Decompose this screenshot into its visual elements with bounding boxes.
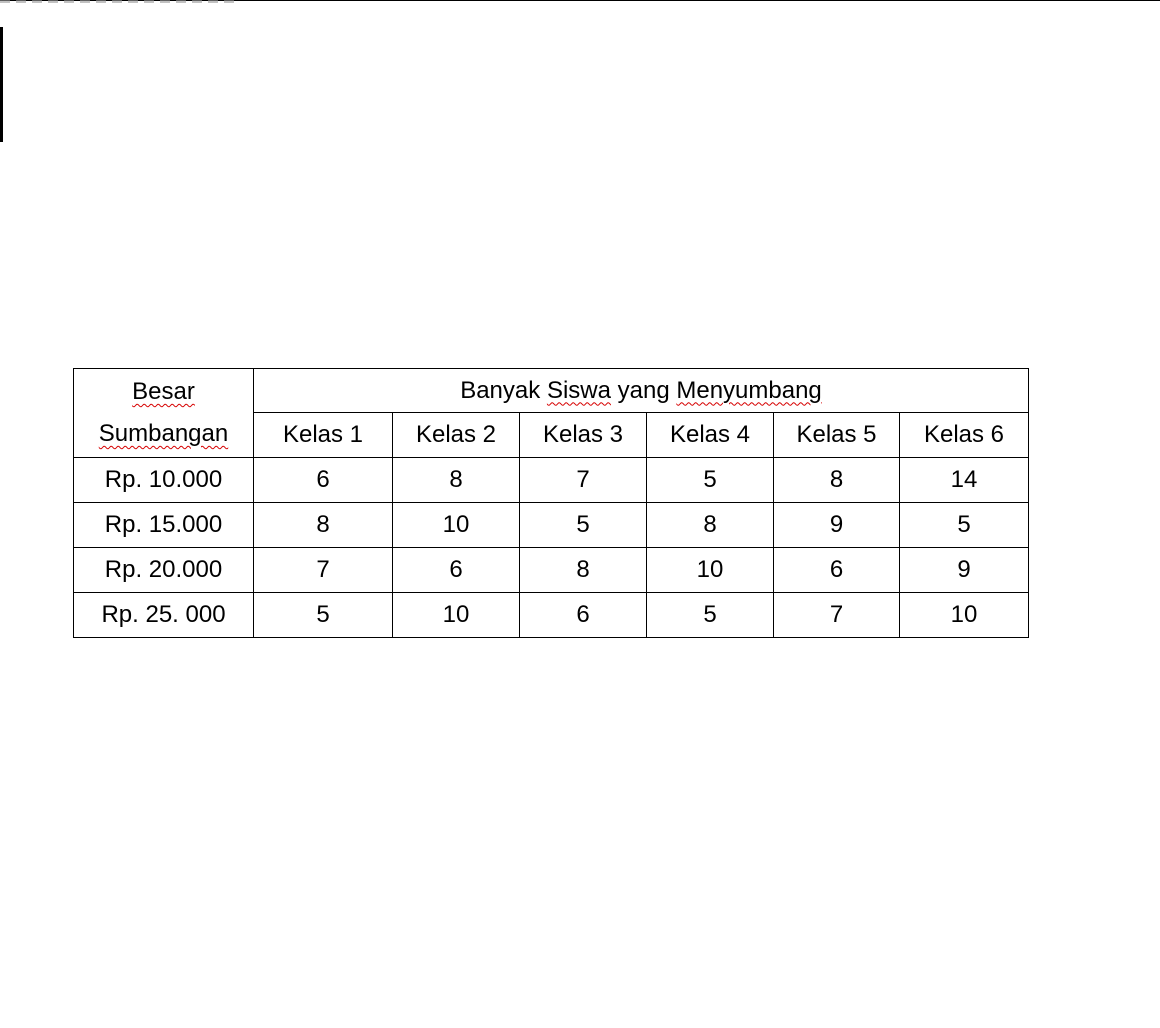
value-cell: 5 (647, 458, 774, 503)
corner-header-cell (74, 369, 254, 458)
donation-table (73, 368, 1029, 638)
value-cell: 8 (520, 548, 647, 593)
column-header-kelas-4: Kelas 4 (647, 413, 774, 458)
group-header-word-2: Siswa (546, 376, 611, 404)
value-cell: 9 (900, 548, 1029, 593)
amount-cell: Rp. 15.000 (74, 503, 254, 548)
header-row-group (74, 369, 1029, 413)
corner-header-line2: Sumbangan (98, 420, 229, 447)
group-header-cell (254, 369, 1029, 413)
value-cell: 10 (393, 593, 520, 638)
group-header-word-1: Banyak (460, 376, 541, 404)
column-header-kelas-1: Kelas 1 (254, 413, 393, 458)
top-clipped-text-fragment (0, 0, 240, 3)
value-cell: 5 (520, 503, 647, 548)
value-cell: 7 (520, 458, 647, 503)
table-row (74, 503, 1029, 548)
group-header-word-3: yang (617, 376, 670, 404)
value-cell: 7 (254, 548, 393, 593)
value-cell: 6 (393, 548, 520, 593)
value-cell: 10 (393, 503, 520, 548)
value-cell: 6 (520, 593, 647, 638)
value-cell: 6 (254, 458, 393, 503)
left-edge-marker (0, 27, 3, 142)
value-cell: 7 (774, 593, 900, 638)
amount-cell: Rp. 25. 000 (74, 593, 254, 638)
value-cell: 6 (774, 548, 900, 593)
value-cell: 5 (647, 593, 774, 638)
value-cell: 8 (647, 503, 774, 548)
table-row (74, 458, 1029, 503)
amount-cell: Rp. 10.000 (74, 458, 254, 503)
value-cell: 8 (393, 458, 520, 503)
amount-cell: Rp. 20.000 (74, 548, 254, 593)
value-cell: 10 (900, 593, 1029, 638)
value-cell: 8 (254, 503, 393, 548)
value-cell: 9 (774, 503, 900, 548)
group-header-word-4: Menyumbang (676, 376, 822, 404)
value-cell: 14 (900, 458, 1029, 503)
corner-header-line1: Besar (132, 378, 195, 405)
column-header-kelas-5: Kelas 5 (774, 413, 900, 458)
table-row (74, 593, 1029, 638)
column-header-kelas-6: Kelas 6 (900, 413, 1029, 458)
value-cell: 8 (774, 458, 900, 503)
table-row (74, 548, 1029, 593)
column-header-kelas-2: Kelas 2 (393, 413, 520, 458)
value-cell: 5 (254, 593, 393, 638)
column-header-kelas-3: Kelas 3 (520, 413, 647, 458)
value-cell: 10 (647, 548, 774, 593)
value-cell: 5 (900, 503, 1029, 548)
